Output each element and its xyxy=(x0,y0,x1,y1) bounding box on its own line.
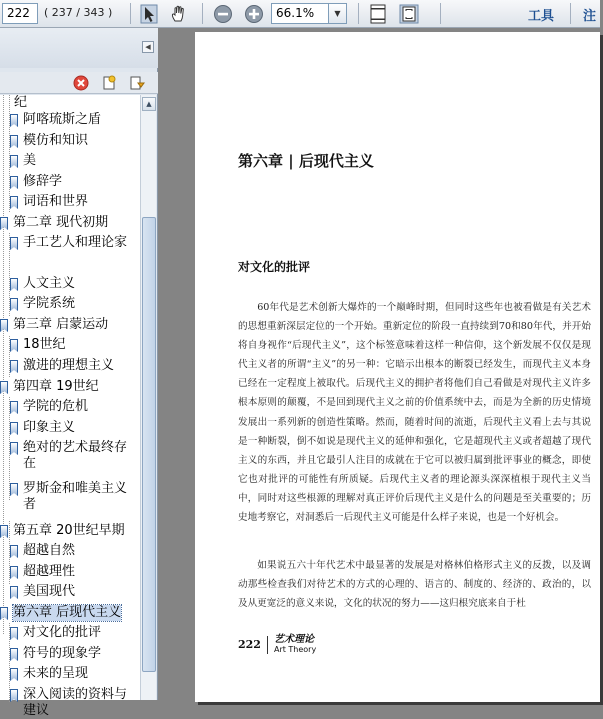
bookmark-icon xyxy=(10,278,18,291)
bookmark-label: 罗斯金和唯美主义者 xyxy=(23,481,128,512)
main-toolbar xyxy=(0,0,600,28)
bookmark-chapter[interactable] xyxy=(0,317,108,333)
bookmark-icon xyxy=(10,586,18,599)
scroll-up-button[interactable] xyxy=(142,97,156,111)
bookmark-item[interactable] xyxy=(10,646,101,662)
bookmark-item[interactable] xyxy=(10,235,135,251)
body-paragraph: 如果说五六十年代艺术中最显著的发展是对格林伯格形式主义的反拨，以及调动那些检查我们对待艺术的方式的心理的、语言的、制度的、经济的、政治的，以及从更宽泛的意义来说，文化的状况的努力——这归根究底来自于杜 xyxy=(238,560,591,610)
bookmark-icon xyxy=(10,155,18,168)
bookmark-label: 模仿和知识 xyxy=(23,133,89,148)
bookmark-tools xyxy=(0,72,158,94)
bookmark-icon xyxy=(10,483,18,496)
bookmark-item[interactable] xyxy=(10,687,135,719)
bookmark-label: 手工艺人和理论家 xyxy=(23,235,128,250)
bookmark-icon xyxy=(10,176,18,189)
page-number: 222 xyxy=(238,638,261,651)
bookmark-icon xyxy=(10,566,18,579)
bookmark-icon xyxy=(10,668,18,681)
bookmark-label: 超越理性 xyxy=(23,564,76,579)
bookmark-label: 阿喀琉斯之盾 xyxy=(23,112,102,127)
toolbar-separator xyxy=(130,3,131,24)
bookmark-chapter-selected[interactable] xyxy=(0,605,121,621)
bookmark-label: 符号的现象学 xyxy=(23,646,102,661)
page-footer xyxy=(238,635,316,654)
bookmark-label: 学院系统 xyxy=(23,296,76,311)
bookmark-icon xyxy=(10,442,18,455)
chapter-title: 第六章 | 后现代主义 xyxy=(238,152,374,170)
body-paragraph: 60年代是艺术创新大爆炸的一个巅峰时期，但同时这些年也被看做是有关艺术的思想重新深层定位的一个开始。重新定位的阶段一直持续到70和80年代，并开始将自身视作“后现代主义”，这个标签意味着这样一种信仰，这个新发展不仅仅是现代主义者的所谓“主义”的另一种：它暗示出根本的断裂已经发生，而现代主义本身已经在一定程度上被取代。后现代主义的拥护者将他们自己看做是对现代主义许多根本原则的颠覆，不是回到现代主义之前的价值系统中去，而是为全新的历史情境发展出一系列新的创造性策略。然而，随着时间的流逝，后现代主义看上去与其说是一种断裂，倒不如说是现代主义的延伸和强化，它是超现代主义或者超越了现代主义的东西，并且它最引人注目的成就在于它可以被归属到批评事业的概念，即使它也对批评的可能性有所质疑。后现代主义者的理论源头深深植根于现代主义当中，同时对这些根源的理解对真正评价后现代主义是什么的问题是至关重要的；历史地考察它，对洞悉后一后现代主义可能是什么样子来说，也是一个好机会。 xyxy=(238,302,591,524)
bookmark-icon xyxy=(0,381,8,394)
bookmark-item[interactable] xyxy=(10,358,114,374)
bookmark-label: 深入阅读的资料与建议 xyxy=(23,687,128,718)
page-number-input[interactable]: 222 xyxy=(2,3,38,24)
bookmark-label: 纪 xyxy=(14,95,28,110)
bookmark-icon xyxy=(10,360,18,373)
document-view[interactable] xyxy=(158,28,600,700)
bookmark-item[interactable] xyxy=(10,337,66,353)
panel-header xyxy=(0,28,158,68)
bookmark-chapter[interactable] xyxy=(0,215,108,231)
bookmark-item[interactable] xyxy=(10,133,88,149)
comment-menu[interactable]: 注 xyxy=(583,9,597,24)
chevron-left-icon: ◀ xyxy=(145,43,151,51)
bookmark-item[interactable] xyxy=(10,666,88,682)
bookmark-item[interactable] xyxy=(10,481,135,513)
bookmark-item[interactable] xyxy=(10,420,75,436)
bookmark-icon xyxy=(0,319,8,332)
bookmark-icon xyxy=(10,401,18,414)
bookmark-icon xyxy=(10,689,18,702)
fit-page-width-icon xyxy=(369,4,387,24)
bookmark-item[interactable] xyxy=(10,276,75,292)
bookmark-tree xyxy=(0,95,140,718)
bookmark-icon xyxy=(10,237,18,250)
bookmark-item[interactable] xyxy=(10,625,101,641)
bookmark-item[interactable] xyxy=(10,399,88,415)
new-bookmark-icon xyxy=(101,75,117,91)
bookmark-label: 学院的危机 xyxy=(23,399,89,414)
bookmark-label: 印象主义 xyxy=(23,420,76,435)
footer-brand-cn: 艺术理论 xyxy=(273,634,314,645)
bookmark-label: 激进的理想主义 xyxy=(23,358,115,373)
tools-menu[interactable]: 工具 xyxy=(528,9,555,24)
bookmark-item[interactable] xyxy=(10,584,75,600)
bookmark-label: 第二章 现代初期 xyxy=(13,215,109,230)
bookmark-icon xyxy=(10,422,18,435)
fit-page-icon xyxy=(399,4,419,24)
zoom-dropdown-button[interactable] xyxy=(329,3,347,24)
bookmark-icon xyxy=(10,648,18,661)
document-page xyxy=(195,32,600,702)
zoom-in-button[interactable] xyxy=(242,2,266,25)
hand-icon xyxy=(169,4,189,24)
bookmark-icon xyxy=(10,339,18,352)
bookmark-item[interactable] xyxy=(10,112,101,128)
bookmark-label: 美 xyxy=(23,153,37,168)
bookmark-label: 18世纪 xyxy=(23,337,66,352)
bookmark-label: 美国现代 xyxy=(23,584,76,599)
page-count-label: ( 237 / 343 ) xyxy=(44,6,113,19)
bookmarks-panel xyxy=(0,28,158,718)
bookmark-item[interactable] xyxy=(10,440,135,472)
bookmark-label: 修辞学 xyxy=(23,174,63,189)
toolbar-separator xyxy=(570,3,571,24)
select-tool-button[interactable] xyxy=(137,2,161,25)
chevron-down-icon: ▼ xyxy=(334,9,341,18)
fit-page-button[interactable] xyxy=(397,2,421,25)
bookmark-icon xyxy=(10,545,18,558)
footer-brand xyxy=(274,635,316,654)
bookmark-label: 人文主义 xyxy=(23,276,76,291)
delete-bookmark-button[interactable] xyxy=(73,75,89,91)
bookmark-item[interactable] xyxy=(14,95,27,111)
zoom-out-icon xyxy=(213,4,233,24)
bookmark-item[interactable] xyxy=(10,153,36,169)
bookmark-label: 第六章 后现代主义 xyxy=(13,605,122,620)
bookmark-item[interactable] xyxy=(10,564,75,580)
fit-width-button[interactable] xyxy=(366,2,390,25)
bookmark-label: 词语和世界 xyxy=(23,194,89,209)
toolbar-separator xyxy=(358,3,359,24)
bookmark-label: 第三章 启蒙运动 xyxy=(13,317,109,332)
zoom-out-button[interactable] xyxy=(211,2,235,25)
bookmark-icon xyxy=(0,607,8,620)
footer-divider xyxy=(267,636,268,654)
chevron-up-icon: ▲ xyxy=(146,100,152,108)
cursor-arrow-icon xyxy=(140,4,158,24)
zoom-in-icon xyxy=(244,4,264,24)
bookmark-icon xyxy=(10,114,18,127)
bookmark-icon xyxy=(0,525,8,538)
delete-icon xyxy=(73,75,89,91)
bookmark-label: 对文化的批评 xyxy=(23,625,102,640)
bookmark-scrollbar[interactable] xyxy=(140,95,156,700)
bookmark-icon xyxy=(0,217,8,230)
bookmark-item[interactable] xyxy=(10,296,75,312)
bookmark-label: 超越自然 xyxy=(23,543,76,558)
toolbar-separator xyxy=(202,3,203,24)
bookmark-item[interactable] xyxy=(10,174,62,190)
bookmark-item[interactable] xyxy=(10,194,88,210)
bookmark-icon xyxy=(10,135,18,148)
hand-tool-button[interactable] xyxy=(167,2,191,25)
footer-brand-en: Art Theory xyxy=(273,645,317,654)
bookmark-icon xyxy=(10,627,18,640)
bookmark-label: 绝对的艺术最终存在 xyxy=(23,440,128,471)
bookmark-label: 未来的呈现 xyxy=(23,666,89,681)
tree-connector xyxy=(3,95,4,635)
bookmark-options-button[interactable] xyxy=(129,75,145,91)
section-title: 对文化的批评 xyxy=(238,260,311,274)
bookmark-icon xyxy=(10,196,18,209)
bookmark-chapter[interactable] xyxy=(0,523,125,539)
bookmark-icon xyxy=(10,298,18,311)
options-icon xyxy=(129,75,145,91)
bookmark-item[interactable] xyxy=(10,543,75,559)
bookmark-chapter[interactable] xyxy=(0,379,99,395)
collapse-panel-button[interactable] xyxy=(142,41,154,53)
zoom-level-input[interactable]: 66.1% xyxy=(271,3,329,24)
bookmark-label: 第五章 20世纪早期 xyxy=(13,523,125,538)
toolbar-separator xyxy=(440,3,441,24)
new-bookmark-button[interactable] xyxy=(101,75,117,91)
scroll-thumb[interactable] xyxy=(142,217,156,672)
bookmark-label: 第四章 19世纪 xyxy=(13,379,99,394)
